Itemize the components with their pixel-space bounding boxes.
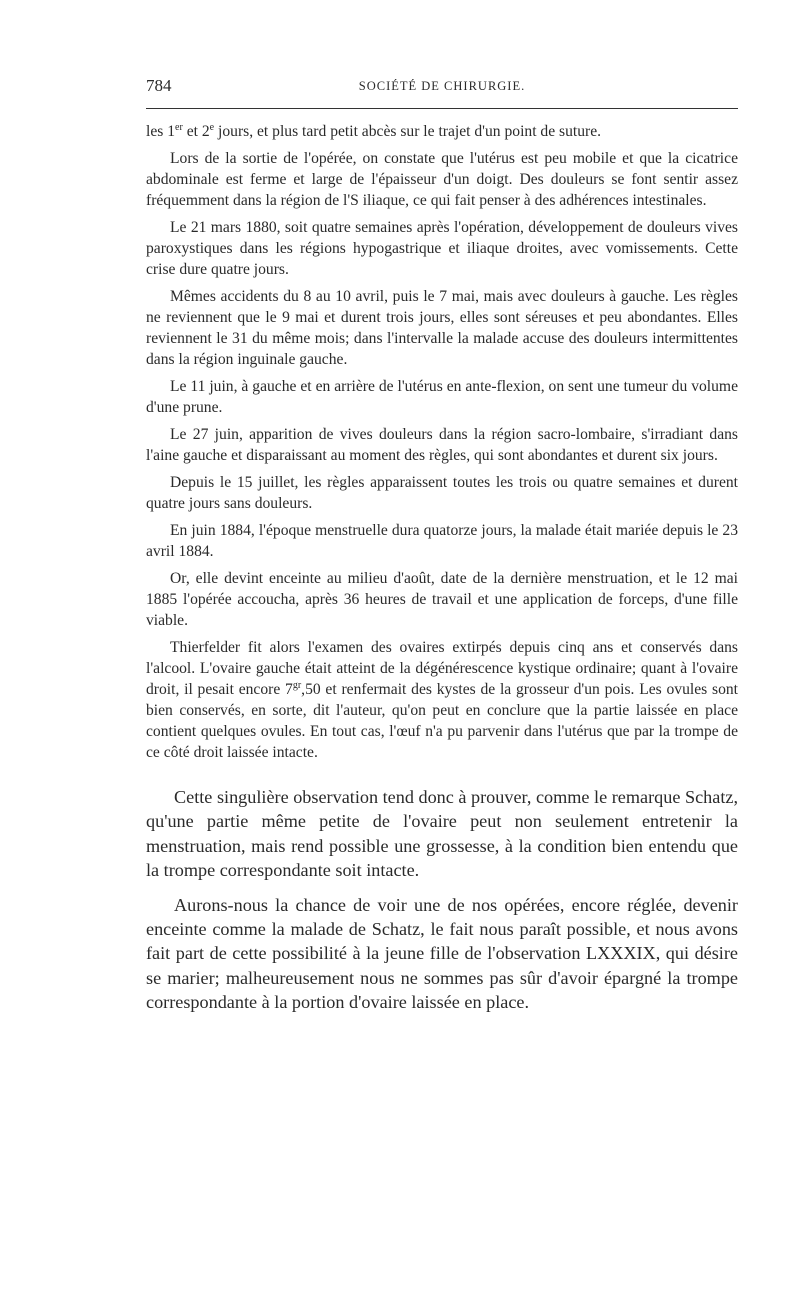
note-paragraph: Mêmes accidents du 8 au 10 avril, puis le 7 mai, mais avec douleurs à gauche. Les règles ne reviennent que le 9 mai et durent trois jours, elles sont séreuses et peu abondantes. Elles reviennent le 31 du même mois; dans l'intervalle la malade accuse des douleurs intermittentes dans la région inguinale gauche. xyxy=(146,288,738,368)
note-paragraph: Thierfelder fit alors l'examen des ovaires extirpés depuis cinq ans et conservés dans l'alcool. L'ovaire gauche était atteint de la dégénérescence kystique ordinaire; quant à l'ovaire droit, il pesait encore $7^{gr},50$ et renfermait des kystes de la grosseur d'un pois. Les ovules sont bien conservés, en sorte, dit l'auteur, qu'on peut en conclure que la partie laissée en place contient quelques ovules. En tout cas, l'œuf n'a pu parvenir dans l'utérus que par la trompe de ce côté droit laissée intacte. xyxy=(146,639,738,761)
note-paragraph: les 1er et 2e jours, et plus tard petit abcès sur le trajet d'un point de suture. xyxy=(146,121,602,140)
header-rule xyxy=(146,108,738,109)
running-header xyxy=(146,70,738,98)
note-paragraph: Le 21 mars 1880, soit quatre semaines après l'opération, développement de douleurs vives paroxystiques dans les régions hypogastrique et iliaque droites, avec vomissements. Cette crise dure quatre jours. xyxy=(146,219,738,278)
body-paragraph: Cette singulière observation tend donc à prouver, comme le remarque Schatz, qu'une partie même petite de l'ovaire peut non seulement entretenir la menstruation, mais rend possible une grossesse, à la condition bien entendu que la trompe correspondante soit intacte. xyxy=(146,787,738,881)
header-title: SOCIÉTÉ DE CHIRURGIE. xyxy=(358,79,526,93)
note-paragraph: Le 11 juin, à gauche et en arrière de l'utérus en ante-flexion, on sent une tumeur du volume d'une prune. xyxy=(146,378,738,416)
document-page xyxy=(146,70,738,1025)
note-paragraph: Le 27 juin, apparition de vives douleurs dans la région sacro-lombaire, s'irradiant dans l'aine gauche et disparaissant au moment des règles, qui sont abondantes et durent six jours. xyxy=(146,426,738,464)
note-paragraph: Lors de la sortie de l'opérée, on constate que l'utérus est peu mobile et que la cicatrice abdominale est ferme et large de l'épaisseur d'un doigt. Des douleurs se font sentir assez fréquemment dans la région de l'S iliaque, ce qui fait penser à des adhérences intestinales. xyxy=(146,150,738,209)
case-notes xyxy=(146,121,738,763)
note-paragraph: Depuis le 15 juillet, les règles apparaissent toutes les trois ou quatre semaines et durent quatre jours sans douleurs. xyxy=(146,474,738,512)
page-number: 784 xyxy=(146,76,172,95)
note-paragraph: Or, elle devint enceinte au milieu d'août, date de la dernière menstruation, et le 12 mai 1885 l'opérée accoucha, après 36 heures de travail et une application de forceps, d'une fille viable. xyxy=(146,570,738,629)
main-text xyxy=(146,785,738,1015)
body-paragraph: Aurons-nous la chance de voir une de nos opérées, encore réglée, devenir enceinte comme la malade de Schatz, le fait nous paraît possible, et nous avons fait part de cette possibilité à la jeune fille de l'observation LXXXIX, qui désire se marier; malheureusement nous ne sommes pas sûr d'avoir épargné la trompe correspondante à la portion d'ovaire laissée en place. xyxy=(146,894,738,1013)
note-paragraph: En juin 1884, l'époque menstruelle dura quatorze jours, la malade était mariée depuis le 23 avril 1884. xyxy=(146,522,738,560)
